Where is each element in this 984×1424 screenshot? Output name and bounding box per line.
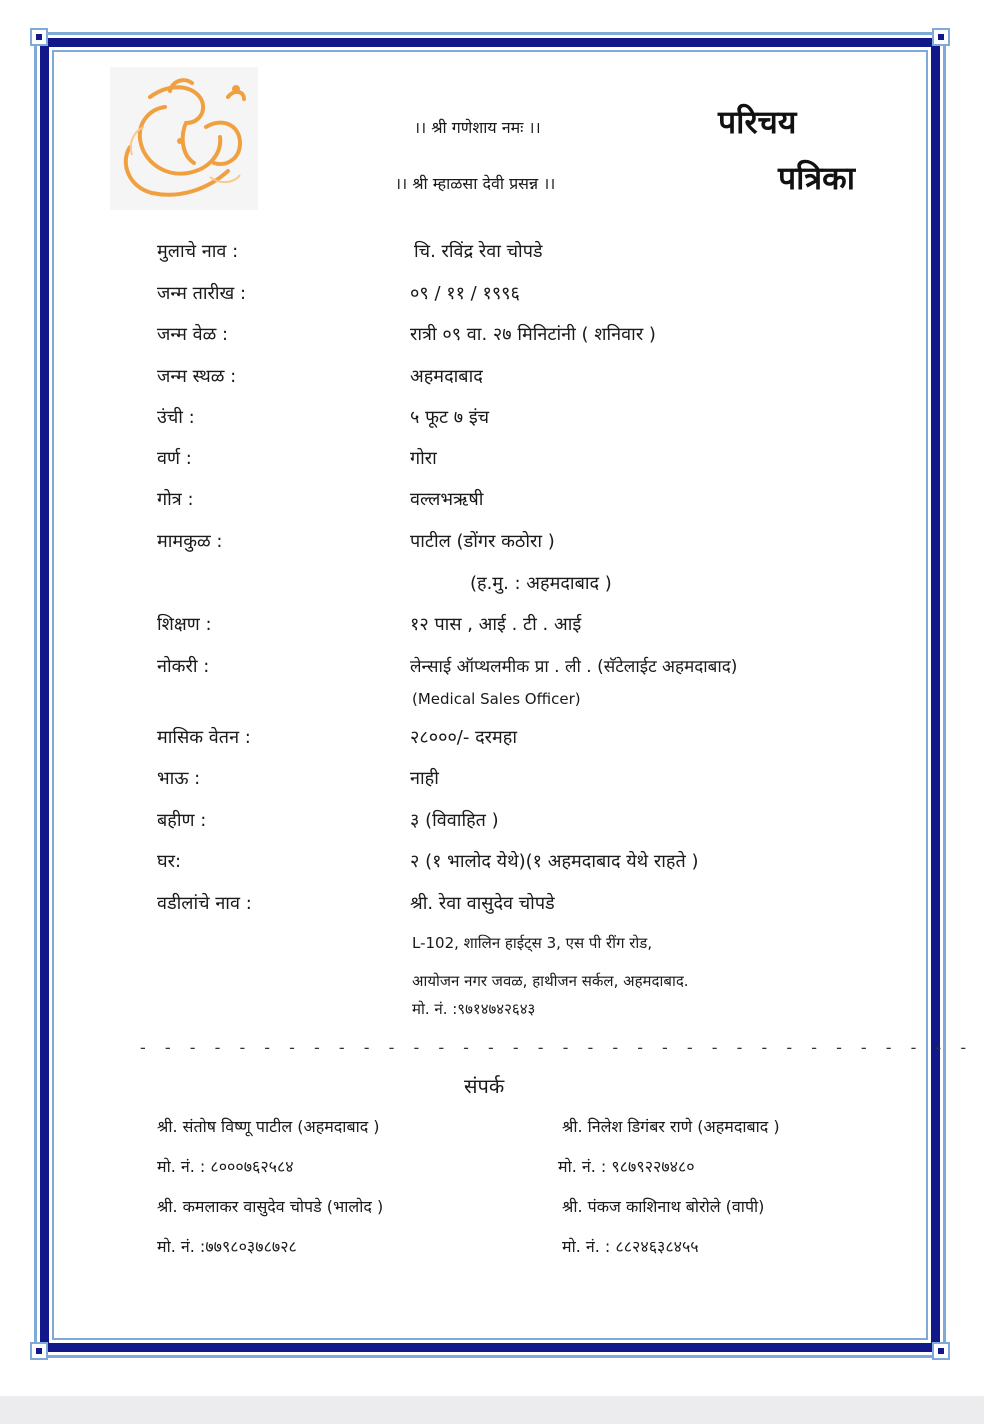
detail-value: १२ पास , आई . टी . आई	[410, 614, 582, 635]
detail-label: बहीण :	[157, 810, 207, 831]
detail-label: वर्ण :	[157, 448, 192, 469]
border-corner-ornament	[30, 1342, 48, 1360]
footer-strip	[0, 1396, 984, 1424]
detail-label: जन्म स्थळ :	[157, 366, 237, 387]
contact-heading: संपर्क	[464, 1074, 505, 1098]
title-line2: पत्रिका	[778, 159, 855, 197]
detail-label: उंची :	[157, 407, 195, 428]
detail-value: रात्री ०९ वा. २७ मिनिटांनी ( शनिवार )	[410, 324, 656, 345]
detail-value: श्री. रेवा वासुदेव चोपडे	[410, 893, 555, 914]
detail-value: २८०००/- दरमहा	[410, 727, 517, 748]
blessing-ganesh: ।। श्री गणेशाय नमः ।।	[414, 118, 541, 137]
contact-name: श्री. निलेश डिगंबर राणे (अहमदाबाद )	[562, 1117, 780, 1136]
detail-label: गोत्र :	[157, 489, 194, 510]
contact-phone: मो. नं. :७७९८०३७८७२८	[157, 1237, 297, 1256]
blessing-mhalsa: ।। श्री म्हाळसा देवी प्रसन्न ।।	[395, 174, 556, 193]
contact-name: श्री. कमलाकर वासुदेव चोपडे (भालोद )	[157, 1197, 384, 1216]
detail-label: नोकरी :	[157, 656, 210, 677]
contact-name: श्री. संतोष विष्णू पाटील (अहमदाबाद )	[157, 1117, 380, 1136]
detail-value: लेन्साई ऑप्थलमीक प्रा . ली . (सॅटेलाईट अहमदाबाद)	[410, 657, 738, 677]
detail-value: ५ फूट ७ इंच	[410, 407, 490, 428]
detail-label: जन्म तारीख :	[157, 283, 247, 304]
address-line1: L-102, शालिन हाईट्स 3, एस पी रींग रोड,	[412, 934, 653, 952]
detail-value: २ (१ भालोद येथे)(१ अहमदाबाद येथे राहते )	[410, 851, 699, 872]
detail-label: मामकुळ :	[157, 531, 223, 552]
detail-value: चि. रविंद्र रेवा चोपडे	[414, 241, 543, 262]
contact-name: श्री. पंकज काशिनाथ बोरोले (वापी)	[562, 1197, 765, 1216]
detail-label: जन्म वेळ :	[157, 324, 229, 345]
contact-phone: मो. नं. : ९८७९२२७४८०	[558, 1157, 695, 1176]
border-corner-ornament	[30, 28, 48, 46]
address-phone: मो. नं. :९७१४७४२६४३	[412, 1000, 536, 1018]
detail-value: पाटील (डोंगर कठोरा )	[410, 531, 555, 552]
detail-value: नाही	[410, 768, 439, 789]
detail-value: वल्लभऋषी	[410, 489, 484, 510]
title-line1: परिचय	[718, 103, 797, 141]
address-line2: आयोजन नगर जवळ, हाथीजन सर्कल, अहमदाबाद.	[412, 972, 689, 990]
detail-label: वडीलांचे नाव :	[157, 893, 252, 914]
detail-value: (Medical Sales Officer)	[412, 690, 581, 708]
border-corner-ornament	[932, 28, 950, 46]
detail-label: भाऊ :	[157, 768, 201, 789]
detail-label: शिक्षण :	[157, 614, 212, 635]
contact-phone: मो. नं. : ८८२४६३८४५५	[562, 1237, 699, 1256]
detail-value: अहमदाबाद	[410, 366, 483, 387]
detail-label: मुलाचे नाव :	[157, 241, 239, 262]
detail-value: ३ (विवाहित )	[410, 810, 499, 831]
detail-label: मासिक वेतन :	[157, 727, 251, 748]
detail-value: ०९ / ११ / १९९६	[410, 283, 520, 304]
detail-value: गोरा	[410, 448, 437, 469]
detail-label: घर:	[157, 851, 182, 872]
contact-phone: मो. नं. : ८०००७६२५८४	[157, 1157, 294, 1176]
border-corner-ornament	[932, 1342, 950, 1360]
dashed-divider: - - - - - - - - - - - - - - - - - - - - - - - - - - - - - - - - - -	[140, 1038, 974, 1057]
ganesha-om-icon	[110, 67, 258, 210]
detail-value: (ह.मु. : अहमदाबाद )	[470, 573, 612, 594]
